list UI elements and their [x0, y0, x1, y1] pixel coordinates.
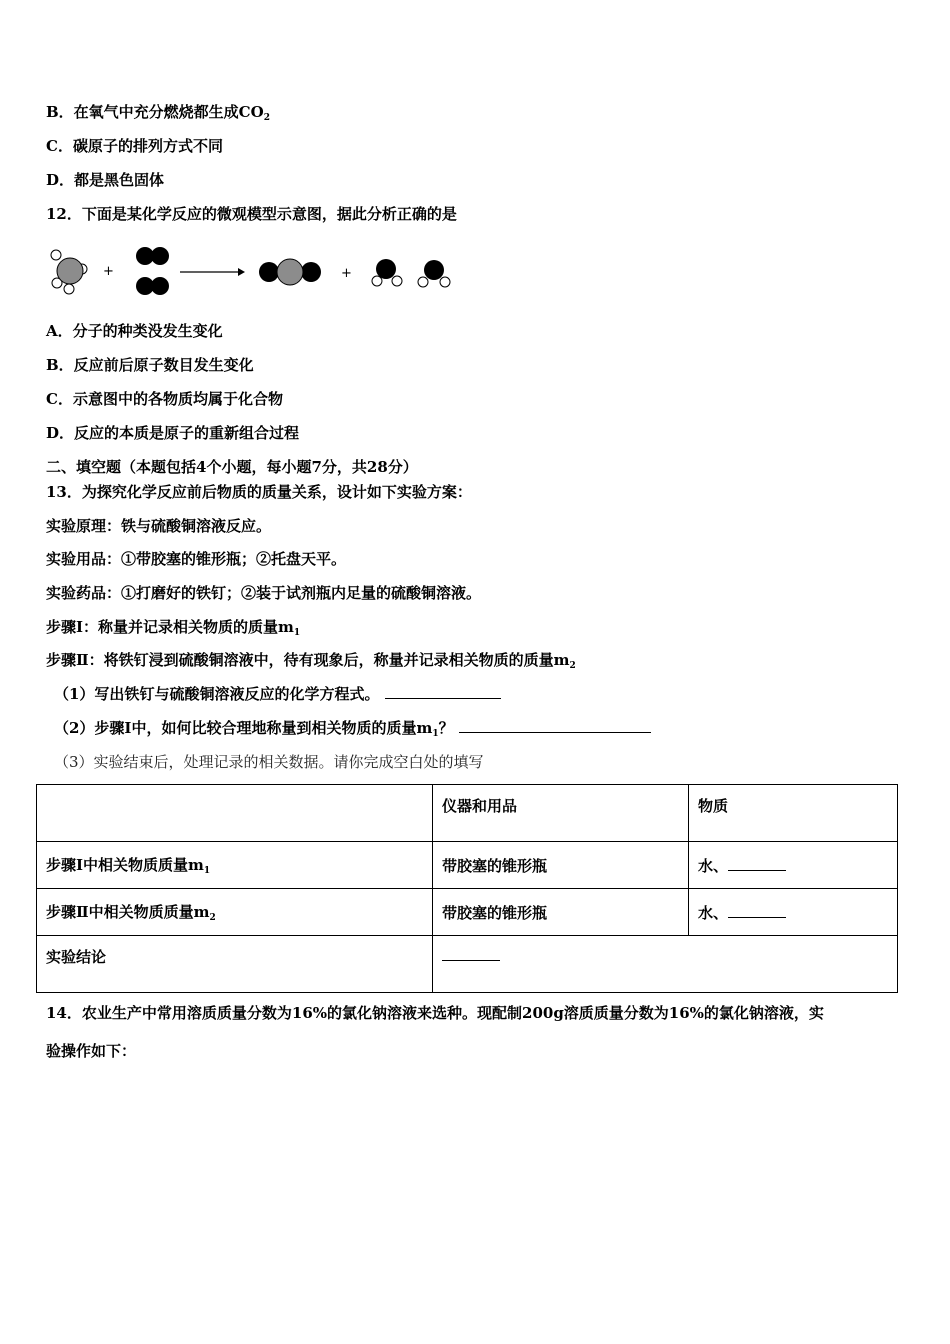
plus-sign-2: +	[341, 266, 352, 281]
q11-option-c: C．碳原子的排列方式不同	[46, 137, 223, 155]
q12-stem: 12．下面是某化学反应的微观模型示意图，据此分析正确的是	[46, 205, 457, 223]
q11-option-b: B．在氧气中充分燃烧都生成$CO_2$	[46, 103, 270, 123]
q13-sub1: （1）写出铁钉与硫酸铜溶液反应的化学方程式。	[54, 684, 501, 704]
table-row	[37, 889, 898, 936]
q13-sub3: （3）实验结束后，处理记录的相关数据。请你完成空白处的填写	[54, 753, 484, 771]
q11-option-d: D．都是黑色固体	[46, 171, 165, 189]
table-row-label: 实验结论	[37, 936, 433, 993]
answer-blank-5[interactable]	[442, 946, 500, 961]
q13-step1: 步骤Ⅰ：称量并记录相关物质的质量$m_1$	[46, 618, 301, 638]
q13-principle: 实验原理：铁与硫酸铜溶液反应。	[46, 517, 272, 535]
q12-option-d: D．反应的本质是原子的重新组合过程	[46, 424, 300, 442]
answer-blank-2[interactable]	[459, 718, 651, 733]
table-cell-equipment: 带胶塞的锥形瓶	[433, 889, 689, 936]
answer-blank-1[interactable]	[385, 684, 501, 699]
q14-line2: 验操作如下：	[46, 1042, 137, 1060]
q12-option-a: A．分子的种类没发生变化	[46, 322, 223, 340]
reaction-diagram	[40, 240, 460, 310]
q12-option-b: B．反应前后原子数目发生变化	[46, 356, 254, 374]
oxygen-molecules-icon	[136, 247, 169, 295]
q13-stem: 13．为探究化学反应前后物质的质量关系，设计如下实验方案：	[46, 483, 472, 501]
q13-step2: 步骤Ⅱ：将铁钉浸到硫酸铜溶液中，待有现象后，称量并记录相关物质的质量$m_2$	[46, 651, 576, 671]
q13-sub2: （2）步骤Ⅰ中，如何比较合理地称量到相关物质的质量$m_1$？	[54, 718, 651, 744]
reaction-arrow-icon	[180, 268, 245, 276]
table-header-row	[37, 785, 898, 842]
table-header-cell: 仪器和用品	[433, 785, 689, 842]
carbon-dioxide-molecule-icon	[259, 259, 321, 285]
q13-reagents: 实验药品：①打磨好的铁钉；②装于试剂瓶内足量的硫酸铜溶液。	[46, 584, 482, 602]
table-row	[37, 842, 898, 889]
table-cell-conclusion	[433, 936, 898, 993]
methane-molecule-icon	[51, 250, 87, 294]
table-row-label: 步骤Ⅱ中相关物质质量$m_2$	[37, 889, 433, 936]
experiment-table	[36, 784, 898, 993]
section-2-heading: 二、填空题（本题包括4个小题，每小题7分，共28分）	[46, 458, 418, 476]
table-cell-equipment: 带胶塞的锥形瓶	[433, 842, 689, 889]
table-cell-substance: 水、	[689, 889, 898, 936]
answer-blank-4[interactable]	[728, 903, 786, 918]
water-molecules-icon	[372, 259, 450, 287]
table-header-cell	[37, 785, 433, 842]
q14-line1: 14．农业生产中常用溶质质量分数为16%的氯化钠溶液来选种。现配制200g溶质质量分数为16%的氯化钠溶液，实	[46, 1004, 824, 1022]
q12-option-c: C．示意图中的各物质均属于化合物	[46, 390, 283, 408]
plus-sign-1: +	[103, 264, 114, 279]
q13-equipment: 实验用品：①带胶塞的锥形瓶；②托盘天平。	[46, 550, 347, 568]
table-row	[37, 936, 898, 993]
table-cell-substance: 水、	[689, 842, 898, 889]
table-row-label: 步骤Ⅰ中相关物质质量$m_1$	[37, 842, 433, 889]
answer-blank-3[interactable]	[728, 856, 786, 871]
table-header-cell: 物质	[689, 785, 898, 842]
